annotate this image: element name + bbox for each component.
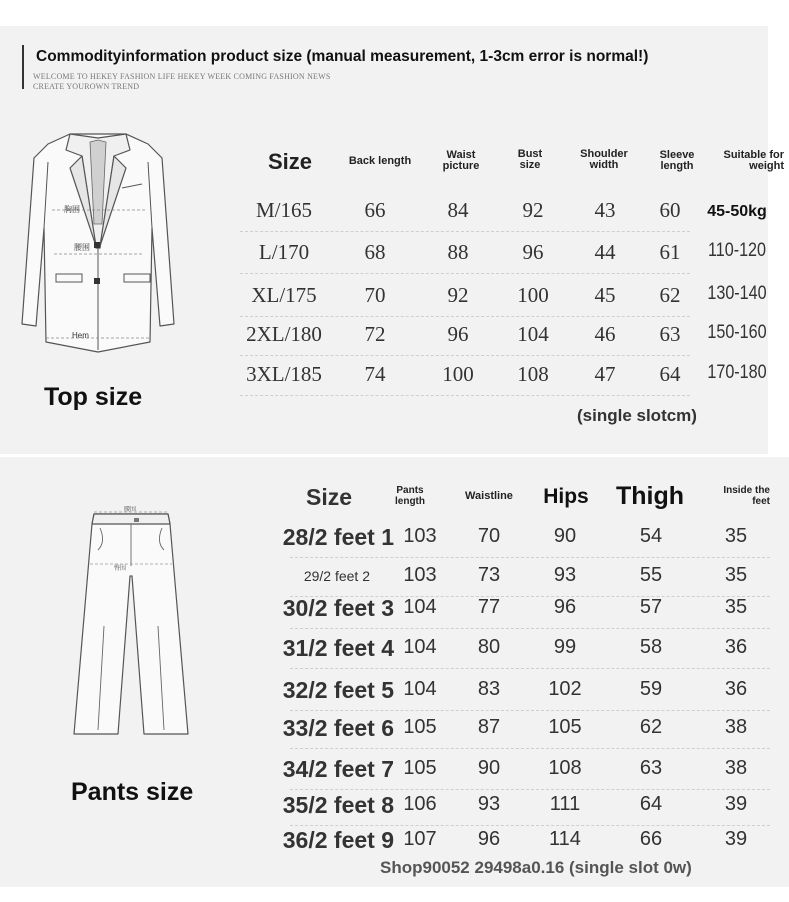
- top-cell-size: XL/175: [251, 283, 317, 307]
- pants-cell-thigh: 62: [639, 716, 663, 738]
- top-cell-weight: 45-50kg: [707, 203, 767, 220]
- pants-cell-thigh: 66: [639, 828, 663, 850]
- pants-cell-hips: 108: [548, 757, 582, 779]
- pants-cell-inside: 39: [724, 793, 748, 815]
- header-subtitle-line-1: WELCOME TO HEKEY FASHION LIFE HEKEY WEEK COMING FASHION NEWS: [33, 72, 331, 81]
- top-cell-weight: 150-160: [707, 322, 767, 343]
- row-separator: [290, 668, 770, 669]
- row-separator: [240, 316, 690, 317]
- top-cell-bust: 108: [517, 362, 549, 386]
- top-header-waist: Waist picture: [442, 149, 480, 172]
- pants-cell-waist: 73: [477, 564, 501, 586]
- pants-cell-inside: 35: [724, 564, 748, 586]
- row-separator: [240, 395, 690, 396]
- pants-cell-hips: 96: [553, 596, 577, 618]
- top-cell-bust: 96: [522, 240, 544, 264]
- top-cell-shoulder: 46: [594, 322, 616, 346]
- jacket-diagram: [18, 128, 178, 360]
- top-cell-bust: 92: [522, 198, 544, 222]
- pants-cell-hips: 93: [553, 564, 577, 586]
- header-subtitle-line-2: CREATE YOUROWN TREND: [33, 82, 140, 91]
- pants-cell-length: 107: [403, 828, 437, 850]
- top-cell-size: L/170: [258, 240, 310, 264]
- pants-header-size: Size: [305, 484, 353, 510]
- header-accent-bar: [22, 45, 24, 89]
- top-cell-shoulder: 44: [594, 240, 616, 264]
- top-cell-sleeve: 60: [659, 198, 681, 222]
- pants-cell-size: 28/2 feet 1: [282, 524, 394, 550]
- pants-cell-size: 29/2 feet 2: [303, 568, 370, 584]
- pants-header-thigh: Thigh: [615, 482, 685, 510]
- top-cell-size: M/165: [255, 198, 312, 222]
- top-cell-weight: 130-140: [707, 283, 767, 304]
- top-cell-shoulder: 47: [594, 362, 616, 386]
- pants-cell-thigh: 54: [639, 525, 663, 547]
- top-size-label: Top size: [44, 383, 143, 411]
- pants-cell-waist: 70: [477, 525, 501, 547]
- row-separator: [290, 628, 770, 629]
- top-header-bust: Bust size: [517, 148, 543, 171]
- pants-cell-size: 33/2 feet 6: [282, 715, 394, 741]
- top-cell-bust: 104: [517, 322, 549, 346]
- pants-cell-waist: 80: [477, 636, 501, 658]
- row-separator: [240, 273, 690, 274]
- pants-cell-length: 104: [403, 636, 437, 658]
- jacket-waist-label: 腰围: [74, 243, 90, 252]
- top-cell-sleeve: 62: [659, 283, 681, 307]
- pants-cell-waist: 93: [477, 793, 501, 815]
- row-separator: [290, 710, 770, 711]
- pants-header-length: Pants length: [395, 485, 425, 507]
- top-cell-back: 70: [364, 283, 386, 307]
- top-cell-back: 72: [364, 322, 386, 346]
- top-cell-size: 2XL/180: [246, 322, 322, 346]
- pants-cell-inside: 36: [724, 678, 748, 700]
- pants-cell-waist: 77: [477, 596, 501, 618]
- top-cell-shoulder: 45: [594, 283, 616, 307]
- row-separator: [290, 748, 770, 749]
- pants-cell-size: 35/2 feet 8: [282, 792, 394, 818]
- pants-cell-hips: 102: [548, 678, 582, 700]
- top-cell-waist: 100: [442, 362, 474, 386]
- pants-cell-inside: 35: [724, 525, 748, 547]
- jacket-bust-label: 胸围: [64, 205, 80, 214]
- pants-cell-length: 105: [403, 716, 437, 738]
- footer-note: Shop90052 29498a0.16 (single slot 0w): [380, 858, 692, 877]
- pants-cell-length: 106: [403, 793, 437, 815]
- top-cell-shoulder: 43: [594, 198, 616, 222]
- pants-cell-waist: 90: [477, 757, 501, 779]
- pants-cell-length: 104: [403, 596, 437, 618]
- pants-cell-inside: 35: [724, 596, 748, 618]
- pants-cell-inside: 36: [724, 636, 748, 658]
- row-separator: [290, 825, 770, 826]
- pants-cell-waist: 87: [477, 716, 501, 738]
- top-cell-back: 74: [364, 362, 386, 386]
- jacket-hem-label: Hem: [72, 331, 89, 340]
- pants-size-label: Pants size: [71, 778, 194, 806]
- top-cell-weight: 110-120: [707, 240, 767, 261]
- pants-cell-inside: 39: [724, 828, 748, 850]
- top-cell-sleeve: 63: [659, 322, 681, 346]
- pants-cell-thigh: 57: [639, 596, 663, 618]
- pants-cell-length: 105: [403, 757, 437, 779]
- row-separator: [290, 789, 770, 790]
- pants-cell-hips: 105: [548, 716, 582, 738]
- row-separator: [240, 231, 690, 232]
- row-separator: [290, 557, 770, 558]
- pants-cell-size: 36/2 feet 9: [282, 827, 394, 853]
- pants-header-hips: Hips: [543, 485, 589, 508]
- pants-cell-waist: 83: [477, 678, 501, 700]
- top-cell-bust: 100: [517, 283, 549, 307]
- row-separator: [240, 355, 690, 356]
- top-cell-back: 66: [364, 198, 386, 222]
- pants-cell-length: 103: [403, 525, 437, 547]
- pants-cell-size: 34/2 feet 7: [282, 756, 394, 782]
- pants-cell-length: 103: [403, 564, 437, 586]
- pants-waist-label: 腰围: [124, 506, 137, 513]
- top-header-size: Size: [267, 149, 313, 174]
- pants-cell-thigh: 55: [639, 564, 663, 586]
- pants-cell-inside: 38: [724, 757, 748, 779]
- top-cell-back: 68: [364, 240, 386, 264]
- top-cell-waist: 96: [447, 322, 469, 346]
- top-cell-waist: 92: [447, 283, 469, 307]
- top-cell-waist: 88: [447, 240, 469, 264]
- pants-hips-label: 臀围: [114, 565, 127, 572]
- top-header-shoulder: Shoulder width: [580, 148, 628, 171]
- pants-cell-hips: 111: [549, 793, 581, 815]
- pants-cell-length: 104: [403, 678, 437, 700]
- top-header-weight: Suitable for weight: [723, 149, 784, 172]
- pants-cell-hips: 99: [553, 636, 577, 658]
- top-cell-sleeve: 61: [659, 240, 681, 264]
- pants-cell-hips: 90: [553, 525, 577, 547]
- pants-diagram: [64, 506, 198, 740]
- pants-cell-size: 31/2 feet 4: [282, 635, 394, 661]
- pants-header-waistline: Waistline: [465, 490, 513, 502]
- pants-header-inside: Inside the feet: [723, 485, 770, 507]
- pants-cell-thigh: 58: [639, 636, 663, 658]
- pants-cell-thigh: 64: [639, 793, 663, 815]
- pants-cell-thigh: 63: [639, 757, 663, 779]
- pants-cell-thigh: 59: [639, 678, 663, 700]
- pants-cell-hips: 114: [549, 828, 581, 850]
- top-cell-size: 3XL/185: [246, 362, 322, 386]
- top-cell-sleeve: 64: [659, 362, 681, 386]
- top-unit-note: (single slotcm): [577, 406, 697, 425]
- top-header-sleeve: Sleeve length: [659, 149, 695, 172]
- pants-cell-size: 30/2 feet 3: [282, 595, 394, 621]
- top-cell-weight: 170-180: [707, 362, 767, 383]
- top-cell-waist: 84: [447, 198, 469, 222]
- pants-cell-inside: 38: [724, 716, 748, 738]
- pants-cell-waist: 96: [477, 828, 501, 850]
- pants-cell-size: 32/2 feet 5: [282, 677, 394, 703]
- top-header-back-length: Back length: [348, 155, 412, 167]
- page-title: Commodityinformation product size (manual measurement, 1-3cm error is normal!): [36, 48, 649, 65]
